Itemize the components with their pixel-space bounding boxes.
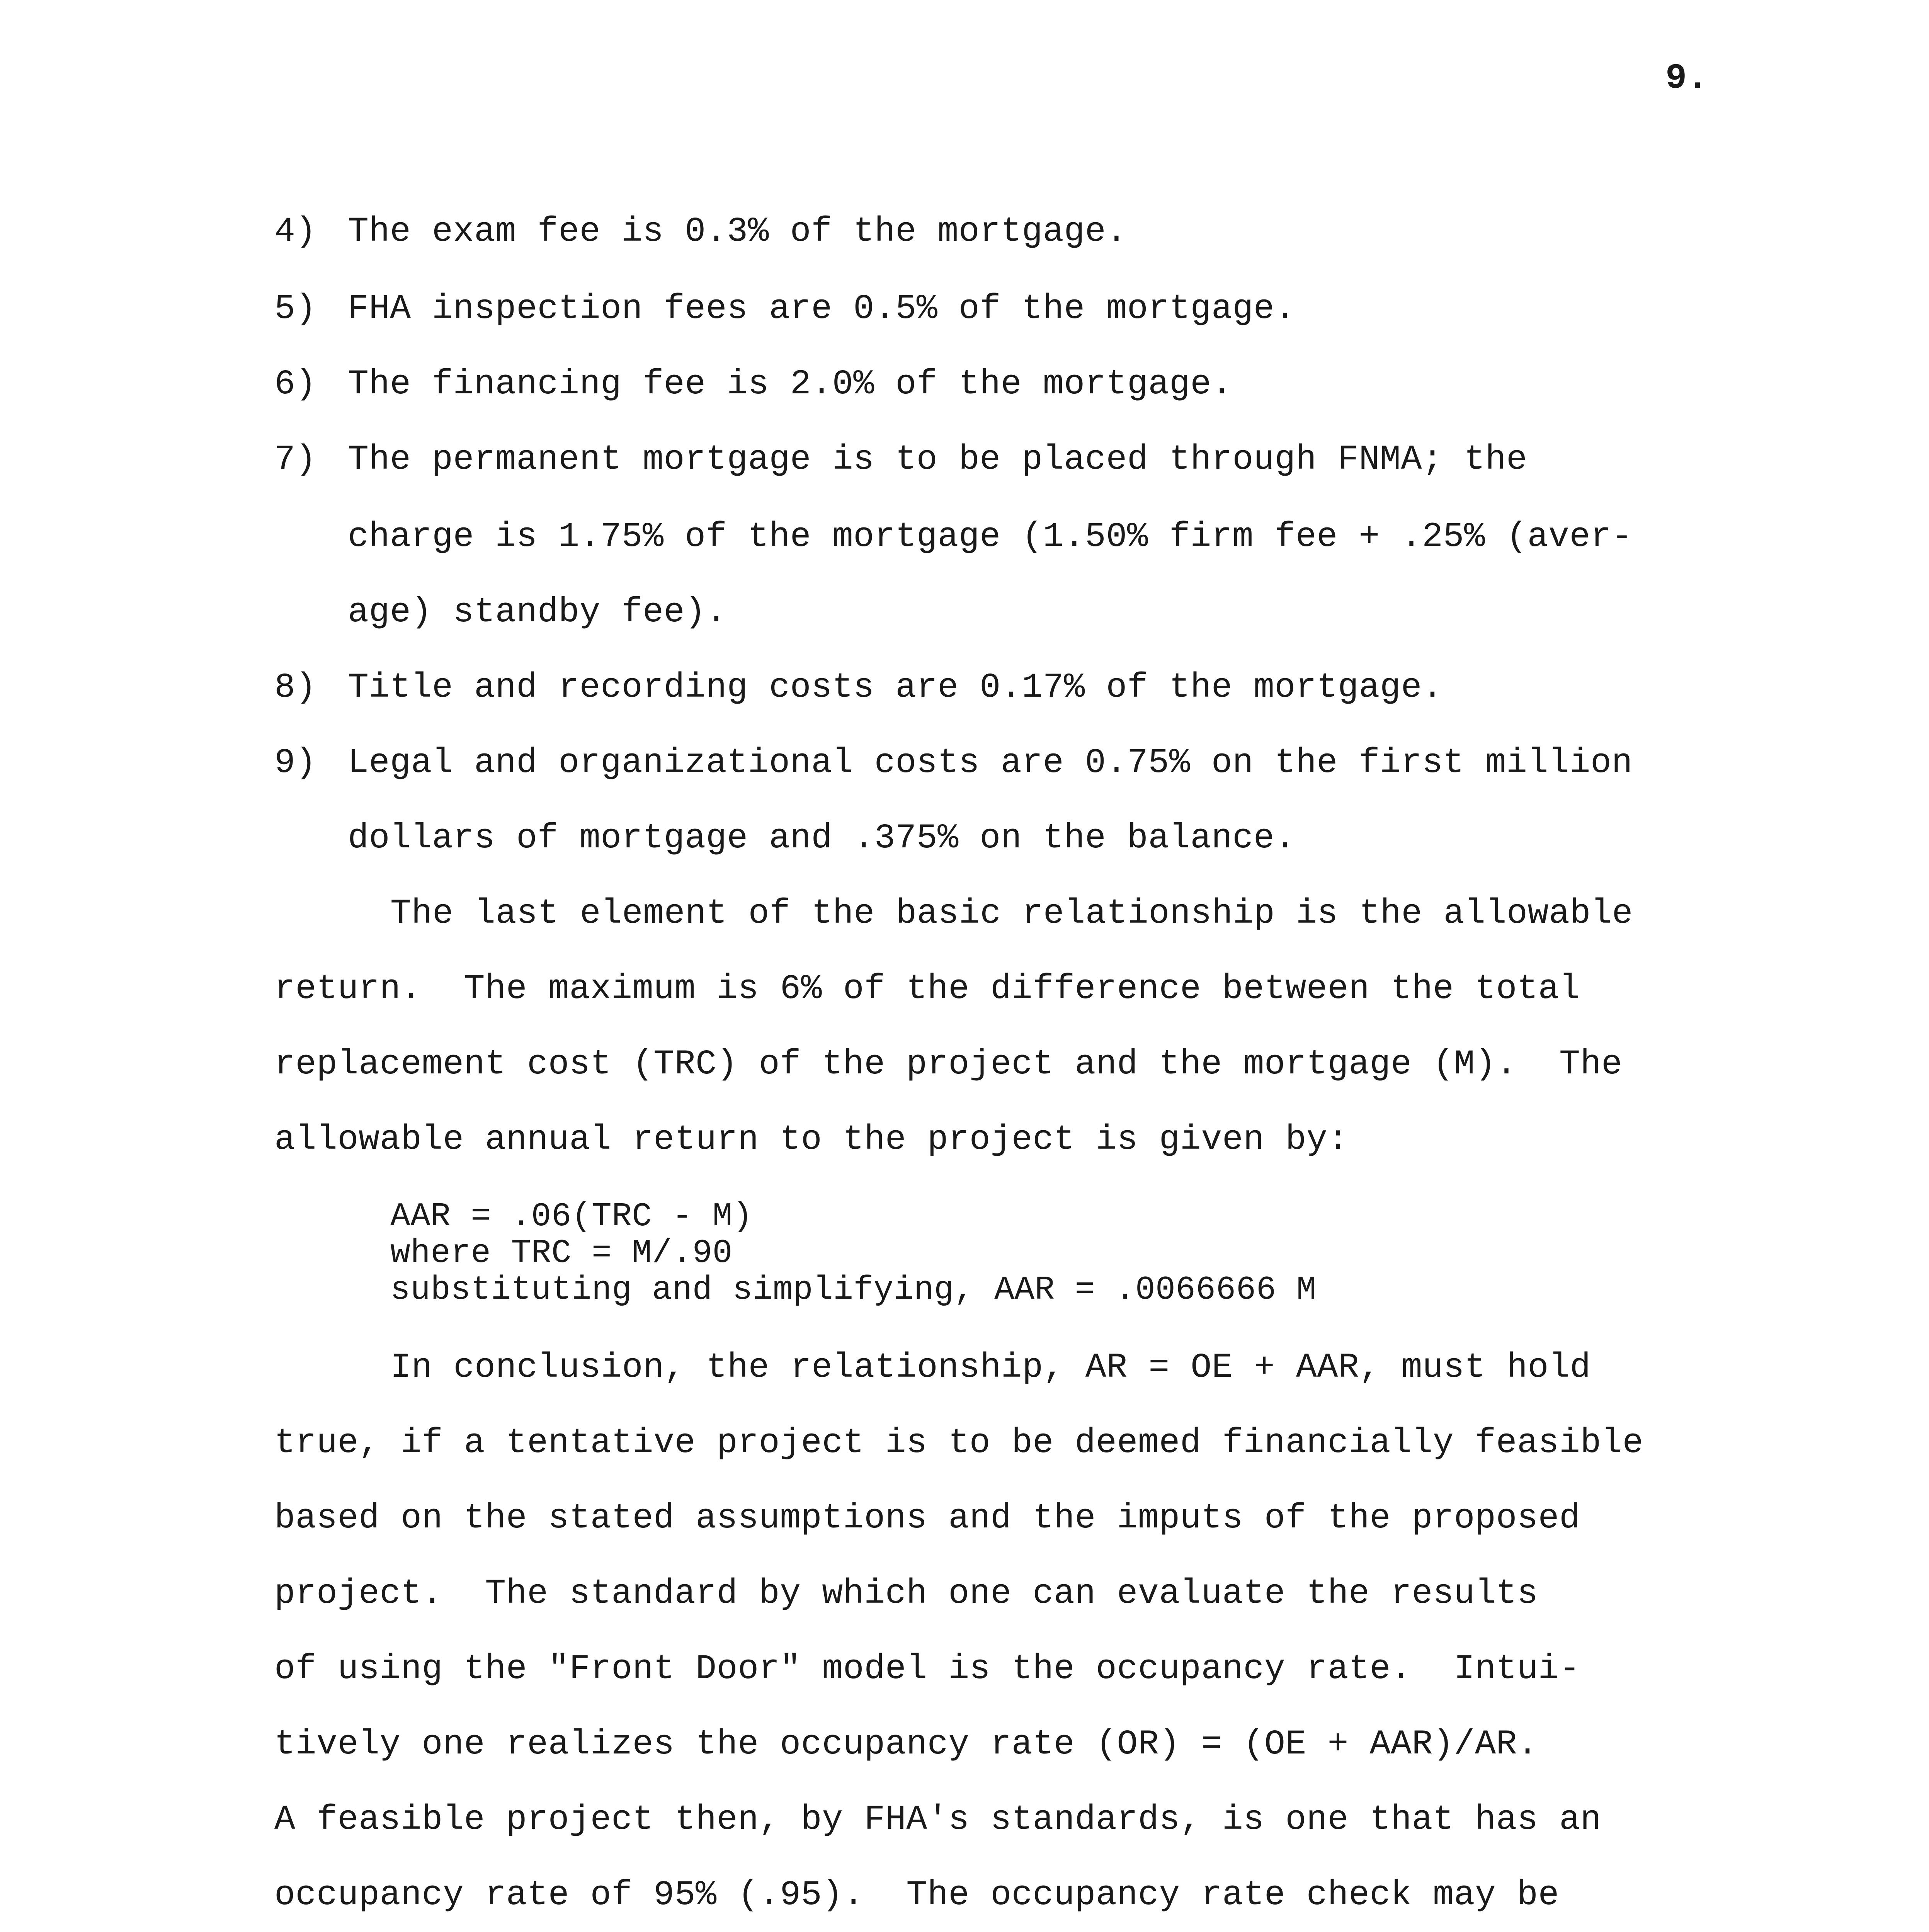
paragraph-line: A feasible project then, by FHA's standards, is one that has an — [274, 1800, 1602, 1840]
paragraph-line: based on the stated assumptions and the imputs of the proposed — [274, 1499, 1580, 1538]
formula-line: substituting and simplifying, AAR = .0066666 M — [390, 1271, 1317, 1309]
paragraph-line: tively one realizes the occupancy rate (OR) = (OE + AAR)/AR. — [274, 1725, 1538, 1764]
paragraph-line: replacement cost (TRC) of the project and the mortgage (M). The — [274, 1045, 1623, 1084]
list-item-text: Title and recording costs are 0.17% of the mortgage. — [348, 668, 1443, 707]
list-item-number: 8) — [274, 668, 317, 707]
paragraph-line: of using the "Front Door" model is the occupancy rate. Intui- — [274, 1650, 1580, 1689]
paragraph-line: In conclusion, the relationship, AR = OE + AAR, must hold — [390, 1348, 1591, 1388]
formula-line: where TRC = M/.90 — [390, 1234, 733, 1272]
list-item-text: The exam fee is 0.3% of the mortgage. — [348, 212, 1127, 252]
paragraph-line: occupancy rate of 95% (.95). The occupancy rate check may be — [274, 1876, 1560, 1915]
list-item-text: The permanent mortgage is to be placed through FNMA; the — [348, 440, 1528, 480]
list-item-text: dollars of mortgage and .375% on the balance. — [348, 819, 1296, 858]
formula-line: AAR = .06(TRC - M) — [390, 1197, 753, 1235]
list-item-number: 6) — [274, 365, 317, 404]
list-item-text: age) standby fee). — [348, 593, 727, 632]
paragraph-line: true, if a tentative project is to be deemed financially feasible — [274, 1423, 1644, 1463]
paragraph-line: return. The maximum is 6% of the difference between the total — [274, 969, 1580, 1009]
page-number: 9. — [1665, 58, 1708, 99]
paragraph-line: project. The standard by which one can evaluate the results — [274, 1574, 1538, 1614]
list-item-number: 4) — [274, 212, 317, 252]
paragraph-line: allowable annual return to the project is given by: — [274, 1120, 1349, 1160]
list-item-text: The financing fee is 2.0% of the mortgage. — [348, 365, 1233, 404]
list-item-number: 7) — [274, 440, 317, 480]
list-item-number: 5) — [274, 289, 317, 329]
list-item-text: charge is 1.75% of the mortgage (1.50% firm fee + .25% (aver- — [348, 517, 1633, 557]
paragraph-line: The last element of the basic relationship is the allowable — [390, 894, 1633, 934]
list-item-text: Legal and organizational costs are 0.75% on the first million — [348, 743, 1633, 783]
list-item-number: 9) — [274, 743, 317, 783]
list-item-text: FHA inspection fees are 0.5% of the mortgage. — [348, 289, 1296, 329]
